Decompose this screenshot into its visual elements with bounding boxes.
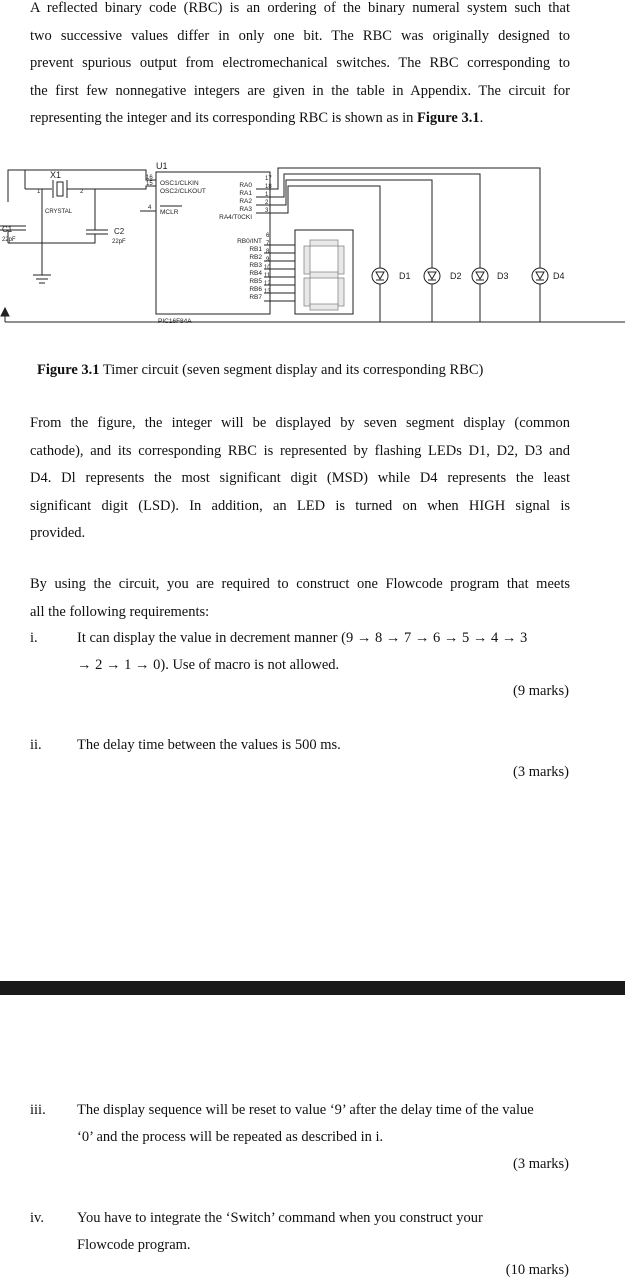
capacitors: [0, 225, 126, 283]
c1-value: 22pF: [2, 237, 16, 243]
pin-ra3: RA3: [239, 206, 252, 213]
pin-ra4: RA4/T0CKI: [219, 214, 252, 221]
crystal-label: CRYSTAL: [45, 209, 73, 215]
figure-caption-label: Figure 3.1: [37, 362, 100, 378]
x1-label: X1: [50, 170, 62, 180]
task-line-2: all the following requirements:: [30, 603, 210, 620]
pin-num-2: 2: [265, 200, 269, 206]
pin-rb3: RB3: [249, 262, 262, 269]
pin-num-4: 4: [148, 205, 152, 211]
pin-num-9: 9: [266, 257, 270, 263]
pin-num-7: 7: [266, 241, 270, 247]
pin-num-1: 1: [265, 192, 269, 198]
chip-name: PIC16F84A: [158, 318, 192, 325]
requirement-3-line-1: The display sequence will be reset to value ‘9’ after the delay time of the value: [77, 1102, 534, 1118]
x1-pin2-label: 2: [80, 189, 84, 195]
page-separator: [0, 981, 625, 995]
pin-ra1: RA1: [239, 190, 252, 197]
pin-rb1: RB1: [249, 246, 262, 253]
requirement-1: [77, 625, 570, 679]
u1-label: U1: [156, 161, 168, 171]
body-line-1: From the figure, the integer will be displayed by seven segment display (common: [30, 415, 570, 431]
pin-mclr: MCLR: [160, 209, 179, 216]
pin-rb0: RB0/INT: [237, 238, 262, 245]
led-d1: [372, 268, 411, 322]
figure-caption: [37, 362, 483, 379]
pin-rb7: RB7: [249, 294, 262, 301]
pin-num-18: 18: [265, 184, 272, 190]
requirement-4-line-1: You have to integrate the ‘Switch’ command when you construct your: [77, 1210, 483, 1226]
intro-line-2: two successive values differ in only one bit. The RBC was originally designed to: [30, 27, 570, 44]
intro-line-1: A reflected binary code (RBC) is an ordering of the binary numeral system such that: [30, 0, 570, 16]
requirement-1-line-1: It can display the value in decrement manner (9 → 8 → 7 → 6 → 5 → 4 → 3: [77, 630, 528, 646]
task-paragraph: [30, 571, 570, 626]
d4-label: D4: [553, 271, 565, 281]
requirement-1-marks: (9 marks): [513, 683, 569, 699]
requirement-2-marks: (3 marks): [513, 764, 569, 780]
c2-value: 22pF: [112, 239, 126, 245]
requirement-2-number: ii.: [30, 737, 42, 753]
pin-num-12: 12: [264, 281, 271, 287]
description-paragraph: [30, 410, 570, 548]
pin-num-11: 11: [264, 273, 271, 279]
pin-rb5: RB5: [249, 278, 262, 285]
intro-line-3: prevent spurious output from electromechanical switches. The RBC corresponding to: [30, 55, 570, 71]
c1-label: C1: [2, 225, 13, 234]
d3-label: D3: [497, 271, 509, 281]
c2-label: C2: [114, 227, 125, 236]
intro-line-5-text: representing the integer and its corresponding RBC is shown as in: [30, 110, 418, 126]
intro-line-4: the first few nonnegative integers are given in the table in Appendix. The circuit for: [30, 82, 570, 99]
intro-line-5: [30, 105, 570, 133]
pin-rb2: RB2: [249, 254, 262, 261]
requirement-4: [77, 1205, 570, 1259]
led-d4: [532, 268, 565, 322]
pin-num-6: 6: [266, 233, 270, 239]
crystal-oscillator: [8, 170, 156, 238]
figure-caption-text: Timer circuit (seven segment display and its corresponding RBC): [99, 362, 484, 378]
requirement-3-line-2: ‘0’ and the process will be repeated as described in i.: [77, 1129, 384, 1145]
pin-num-15: 15: [146, 181, 153, 187]
requirement-3-marks: (3 marks): [513, 1156, 569, 1172]
pin-num-16: 16: [146, 175, 153, 181]
pin-ra2: RA2: [239, 198, 252, 205]
figure-reference: Figure 3.1: [417, 110, 480, 126]
body-line-4: significant digit (LSD). In addition, an LED is turned on when HIGH signal is: [30, 497, 570, 514]
pin-osc2: OSC2/CLKOUT: [160, 188, 206, 195]
ra-bus-wires: [256, 168, 540, 268]
intro-line-5-end: .: [479, 110, 484, 126]
pic-chip: [146, 161, 272, 325]
pin-num-3: 3: [265, 208, 269, 214]
requirement-2: [77, 732, 570, 759]
requirement-4-line-2: Flowcode program.: [77, 1237, 191, 1253]
requirement-4-number: iv.: [30, 1210, 44, 1226]
led-d3: [472, 268, 509, 322]
task-line-1: By using the circuit, you are required to construct one Flowcode program that meets: [30, 576, 570, 592]
intro-paragraph: [30, 0, 570, 133]
requirement-4-marks: (10 marks): [505, 1262, 569, 1278]
requirement-1-number: i.: [30, 630, 38, 646]
circuit-diagram: [0, 160, 625, 330]
requirement-3-number: iii.: [30, 1102, 46, 1118]
seven-segment-display: [295, 230, 353, 314]
requirement-1-line-2: → 2 → 1 → 0). Use of macro is not allowed.: [77, 657, 340, 673]
requirement-2-line-1: The delay time between the values is 500 ms.: [77, 737, 341, 753]
body-line-3: D4. Dl represents the most significant digit (MSD) while D4 represents the least: [30, 470, 570, 486]
pin-num-8: 8: [266, 249, 270, 255]
body-line-2: cathode), and its corresponding RBC is represented by flashing LEDs D1, D2, D3 and: [30, 442, 570, 459]
pin-rb4: RB4: [249, 270, 262, 277]
led-d2: [424, 268, 462, 322]
pin-osc1: OSC1/CLKIN: [160, 180, 199, 187]
pin-ra0: RA0: [239, 182, 252, 189]
pin-num-17: 17: [265, 176, 272, 182]
pin-rb6: RB6: [249, 286, 262, 293]
d1-label: D1: [399, 271, 411, 281]
x1-pin1-label: 1: [37, 189, 41, 195]
requirement-3: [77, 1097, 570, 1151]
body-line-5: provided.: [30, 525, 86, 541]
pin-num-10: 10: [264, 265, 271, 271]
d2-label: D2: [450, 271, 462, 281]
pin-num-13: 13: [264, 289, 271, 295]
